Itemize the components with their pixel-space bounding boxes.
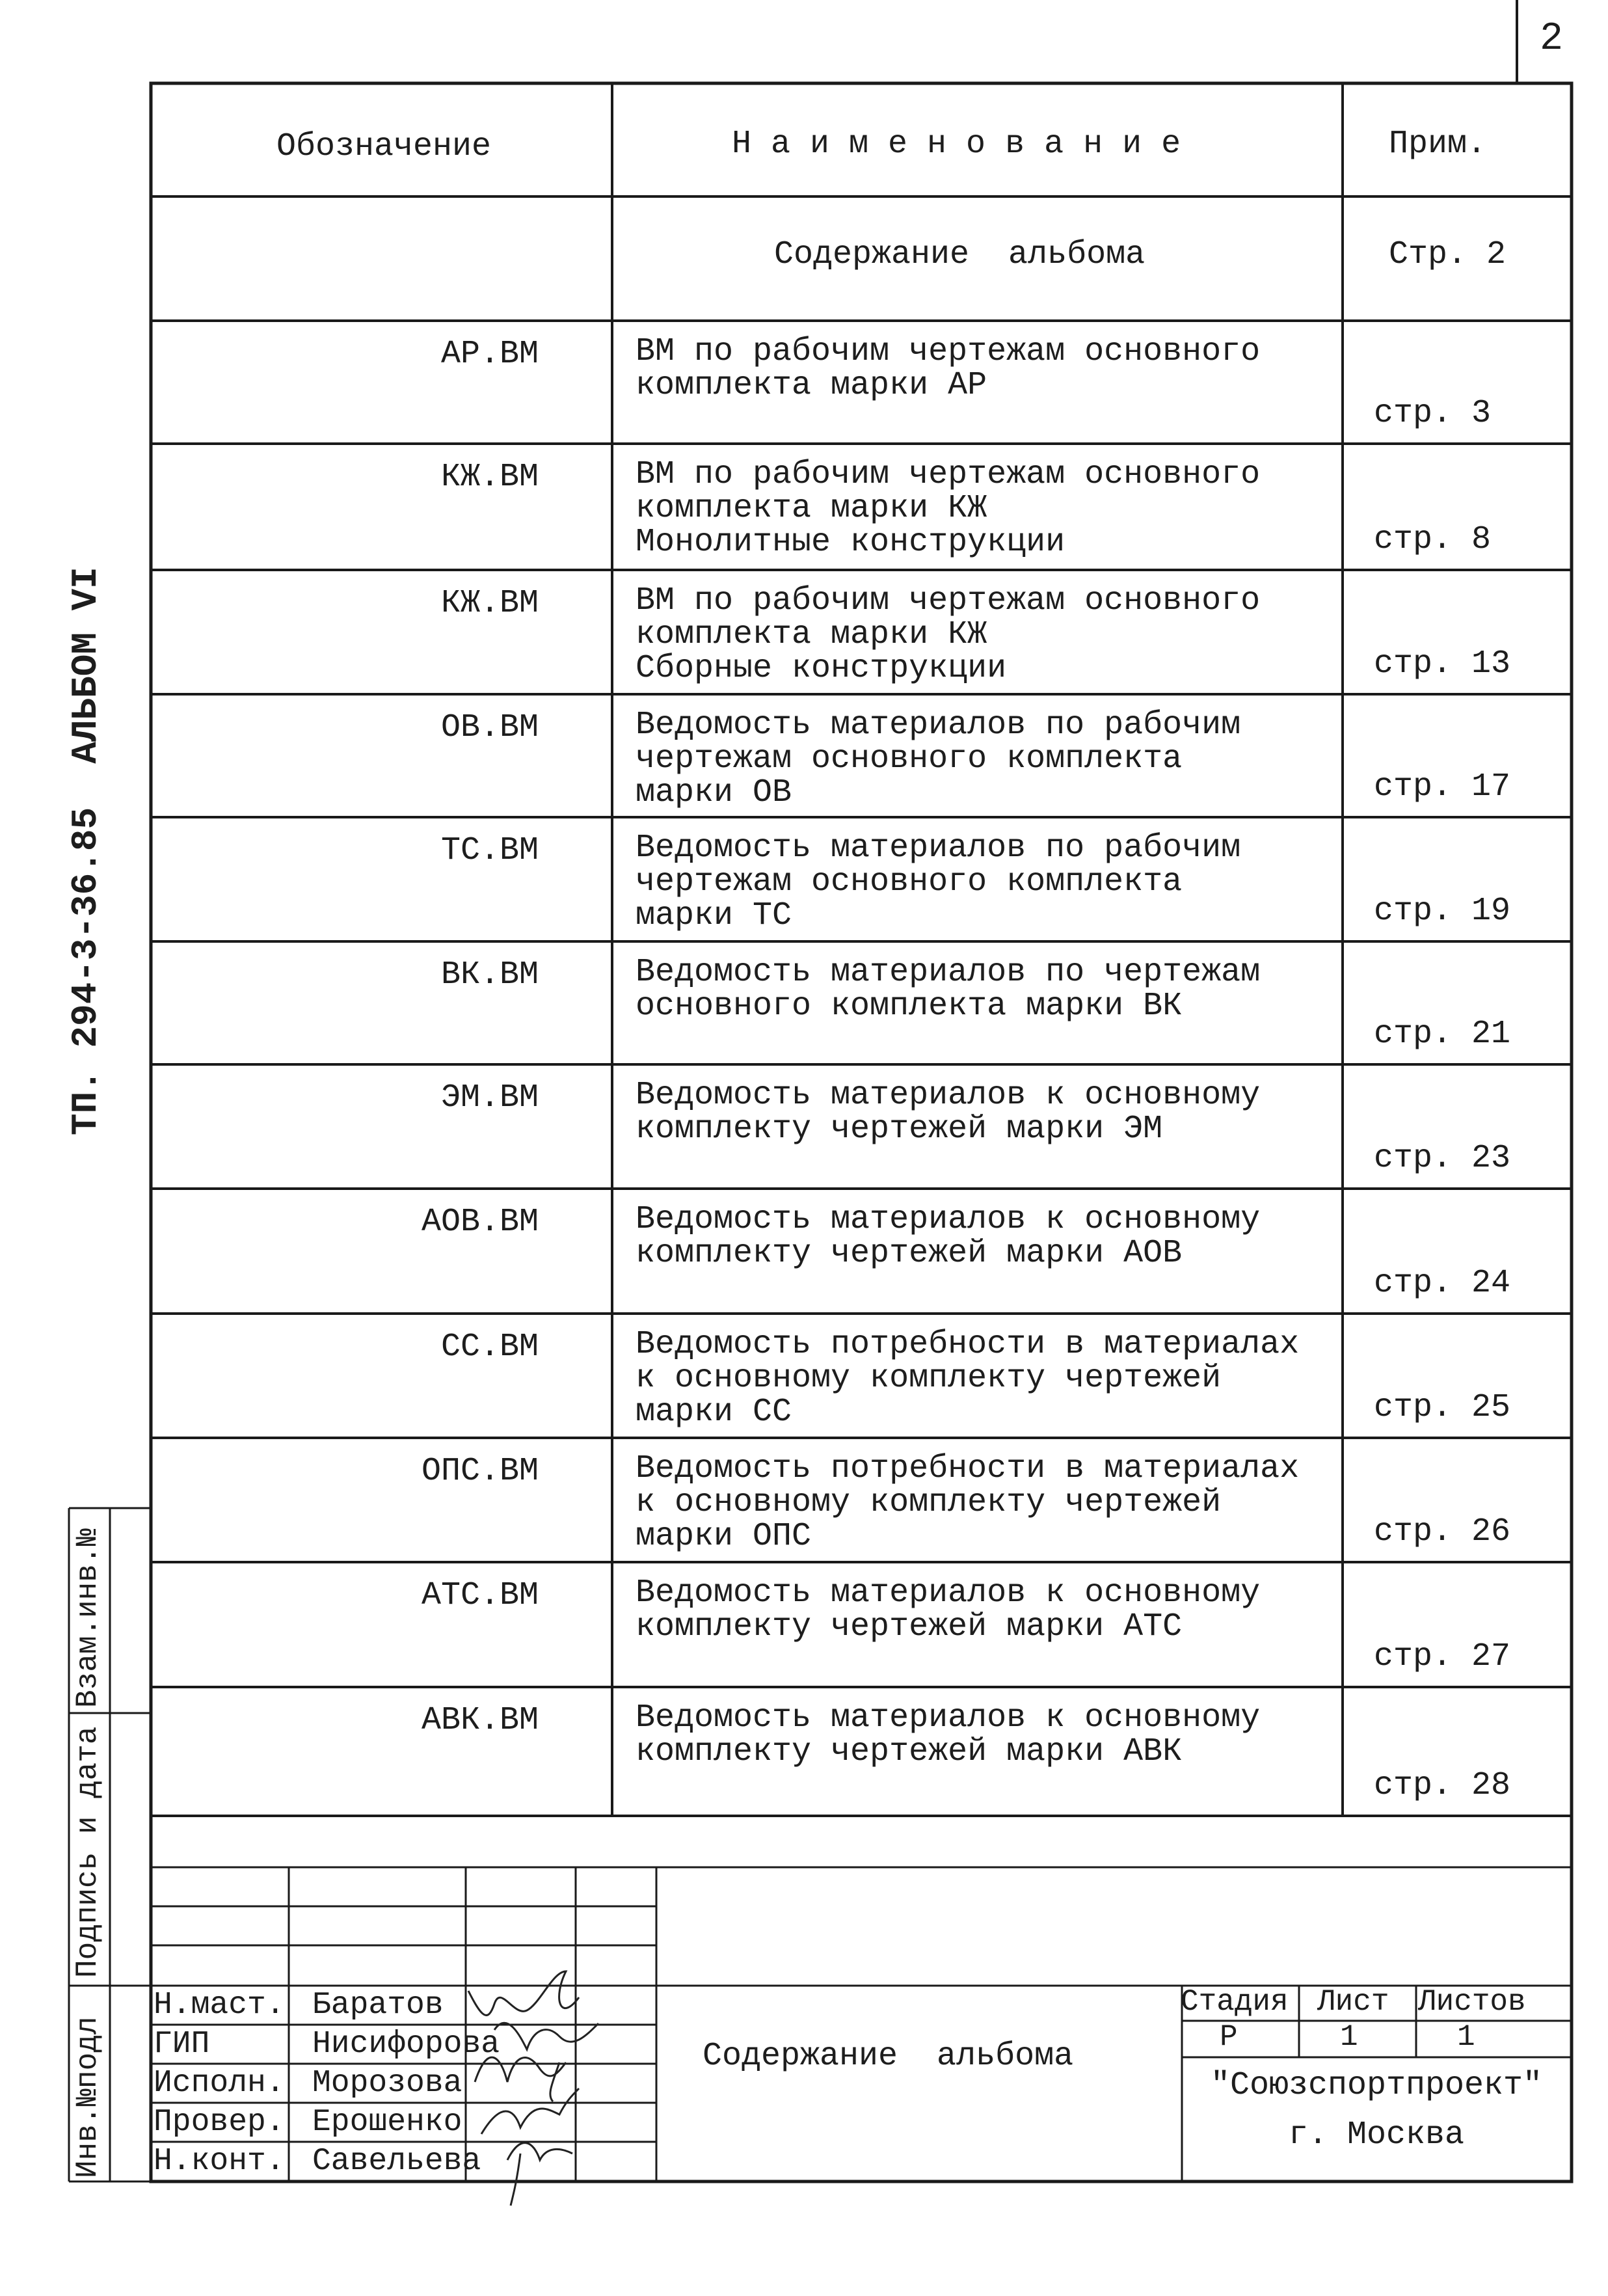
row-designation: КЖ.ВМ: [440, 585, 539, 622]
row-name-line: комплекта марки АР: [636, 367, 987, 404]
row-name-line: Ведомость материалов по чертежам: [636, 954, 1261, 991]
person-name: Ерошенко: [312, 2105, 462, 2140]
row-note: стр. 8: [1374, 521, 1492, 558]
row-name-line: к основному комплекту чертежей: [636, 1484, 1222, 1521]
row-designation: АТС.ВМ: [421, 1577, 539, 1614]
sheet-label: Лист: [1317, 1985, 1389, 2019]
row-name-line: марки СС: [636, 1394, 792, 1431]
row-name-line: комплекту чертежей марки ЭМ: [636, 1111, 1163, 1148]
row-name-line: марки ОПС: [636, 1518, 812, 1555]
row-name-line: чертежам основного комплекта: [636, 863, 1183, 900]
row-name-line: марки ОВ: [636, 774, 792, 811]
row-designation: ОВ.ВМ: [440, 709, 539, 746]
side-label: ТП. 294-3-36.85 АЛЬБОМ VI: [65, 567, 107, 1135]
row-note: стр. 25: [1374, 1389, 1511, 1426]
row-note: стр. 3: [1374, 395, 1492, 432]
row-name-line: Ведомость потребности в материалах: [636, 1326, 1300, 1363]
row-name-line: марки ТС: [636, 897, 792, 934]
row-name-line: Сборные конструкции: [636, 650, 1007, 687]
row-designation: АВК.ВМ: [421, 1702, 539, 1739]
row-designation: ОПС.ВМ: [421, 1453, 539, 1490]
stage-label: Стадия: [1181, 1985, 1289, 2019]
row-name-line: Содержание альбома: [774, 236, 1146, 273]
sheet-value: 1: [1340, 2020, 1358, 2054]
sheets-label: Листов: [1418, 1985, 1526, 2019]
row-designation: ВК.ВМ: [440, 956, 539, 993]
row-note: Стр. 2: [1389, 236, 1507, 273]
row-name-line: комплекта марки КЖ: [636, 490, 987, 527]
row-name-line: чертежам основного комплекта: [636, 740, 1183, 777]
row-name-line: основного комплекта марки ВК: [636, 988, 1183, 1025]
role-label: Н.маст.: [154, 1988, 285, 2023]
stamp-inv-podl: Инв.№подл: [71, 2016, 105, 2178]
person-name: Савельева: [312, 2144, 481, 2179]
row-name-line: Монолитные конструкции: [636, 524, 1065, 561]
organization: "Союзспортпроект": [1210, 2067, 1543, 2104]
city: г. Москва: [1288, 2116, 1465, 2154]
title-block-title: Содержание альбома: [703, 2038, 1074, 2075]
person-name: Нисифорова: [312, 2027, 500, 2062]
row-name-line: комплекта марки КЖ: [636, 616, 987, 653]
row-name-line: комплекту чертежей марки АТС: [636, 1608, 1183, 1645]
row-name-line: ВМ по рабочим чертежам основного: [636, 333, 1261, 370]
row-note: стр. 19: [1374, 893, 1511, 930]
row-note: стр. 13: [1374, 645, 1511, 682]
row-designation: СС.ВМ: [440, 1329, 539, 1366]
row-name-line: комплекту чертежей марки АОВ: [636, 1235, 1183, 1272]
role-label: Н.конт.: [154, 2144, 285, 2179]
row-designation: КЖ.ВМ: [440, 459, 539, 496]
row-note: стр. 28: [1374, 1767, 1511, 1804]
role-label: Провер.: [154, 2105, 285, 2140]
stage-value: Р: [1220, 2020, 1238, 2054]
role-label: ГИП: [154, 2027, 210, 2062]
row-designation: АОВ.ВМ: [421, 1204, 539, 1241]
role-label: Исполн.: [154, 2066, 285, 2101]
page-number: 2: [1539, 17, 1564, 61]
row-name-line: Ведомость материалов по рабочим: [636, 707, 1241, 744]
row-name-line: Ведомость материалов по рабочим: [636, 830, 1241, 867]
sheets-value: 1: [1457, 2020, 1475, 2054]
stamp-podpis: Подпись и дата: [71, 1726, 105, 1978]
row-note: стр. 26: [1374, 1513, 1511, 1550]
header-designation: Обозначение: [276, 128, 492, 165]
header-note: Прим.: [1389, 126, 1487, 163]
row-name-line: ВМ по рабочим чертежам основного: [636, 456, 1261, 493]
row-note: стр. 24: [1374, 1265, 1511, 1302]
row-note: стр. 17: [1374, 768, 1511, 805]
row-designation: АР.ВМ: [440, 336, 539, 373]
row-note: стр. 21: [1374, 1016, 1511, 1053]
person-name: Баратов: [312, 1988, 444, 2023]
signatures: [468, 1971, 598, 2206]
row-name-line: Ведомость материалов к основному: [636, 1077, 1261, 1114]
row-name-line: Ведомость материалов к основному: [636, 1699, 1261, 1736]
row-name-line: к основному комплекту чертежей: [636, 1360, 1222, 1397]
row-note: стр. 23: [1374, 1140, 1511, 1177]
stamp-vzam: Взам.инв.№: [71, 1528, 105, 1708]
row-designation: ЭМ.ВМ: [440, 1079, 539, 1116]
row-designation: ТС.ВМ: [440, 832, 539, 869]
row-name-line: ВМ по рабочим чертежам основного: [636, 582, 1261, 619]
row-name-line: Ведомость потребности в материалах: [636, 1450, 1300, 1487]
row-note: стр. 27: [1374, 1638, 1511, 1675]
row-name-line: Ведомость материалов к основному: [636, 1574, 1261, 1612]
row-name-line: комплекту чертежей марки АВК: [636, 1733, 1183, 1770]
row-name-line: Ведомость материалов к основному: [636, 1201, 1261, 1238]
header-name: Н а и м е н о в а н и е: [732, 126, 1181, 163]
person-name: Морозова: [312, 2066, 462, 2101]
